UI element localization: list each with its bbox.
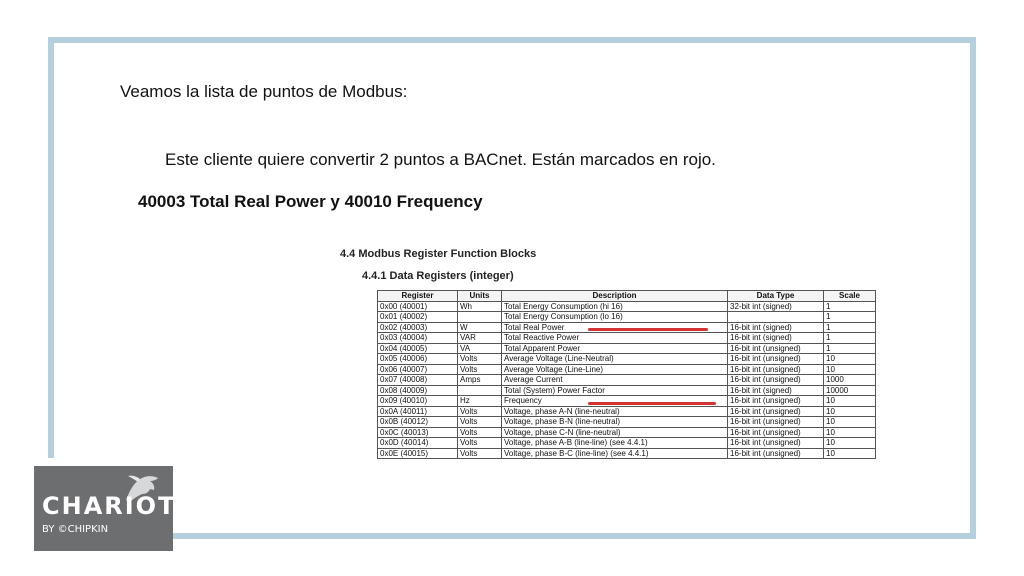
cell-register: 0x03 (40004) xyxy=(378,333,458,344)
cell-register: 0x04 (40005) xyxy=(378,343,458,354)
cell-type xyxy=(728,312,824,323)
table-row xyxy=(378,354,876,365)
cell-register: 0x09 (40010) xyxy=(378,396,458,407)
cell-scale: 10 xyxy=(824,427,876,438)
cell-units xyxy=(458,312,502,323)
cell-description: Frequency xyxy=(502,396,728,407)
table-row xyxy=(378,438,876,449)
cell-scale: 1000 xyxy=(824,375,876,386)
table-row xyxy=(378,448,876,459)
cell-register: 0x08 (40009) xyxy=(378,385,458,396)
cell-description: Voltage, phase B-N (line-neutral) xyxy=(502,417,728,428)
cell-register: 0x0C (40013) xyxy=(378,427,458,438)
cell-description: Total Reactive Power xyxy=(502,333,728,344)
cell-scale: 10 xyxy=(824,354,876,365)
cell-register: 0x0E (40015) xyxy=(378,448,458,459)
logo-wordmark: CHARIOT xyxy=(42,492,177,520)
cell-register: 0x07 (40008) xyxy=(378,375,458,386)
cell-units: VAR xyxy=(458,333,502,344)
cell-units: Wh xyxy=(458,301,502,312)
table-header-row xyxy=(378,291,876,302)
cell-units: Volts xyxy=(458,354,502,365)
table-row xyxy=(378,417,876,428)
cell-units: Volts xyxy=(458,364,502,375)
table-row xyxy=(378,364,876,375)
table-row xyxy=(378,375,876,386)
chariot-logo xyxy=(34,466,177,551)
table-row xyxy=(378,396,876,407)
cell-type: 16-bit int (unsigned) xyxy=(728,417,824,428)
table-row xyxy=(378,333,876,344)
cell-type: 32-bit int (signed) xyxy=(728,301,824,312)
cell-scale: 1 xyxy=(824,343,876,354)
table-row xyxy=(378,406,876,417)
highlight-points: 40003 Total Real Power y 40010 Frequency xyxy=(138,192,483,211)
cell-scale: 10 xyxy=(824,406,876,417)
cell-scale: 10 xyxy=(824,396,876,407)
cell-register: 0x0A (40011) xyxy=(378,406,458,417)
cell-scale: 1 xyxy=(824,312,876,323)
header-description: Description xyxy=(502,291,728,302)
cell-description: Total Apparent Power xyxy=(502,343,728,354)
cell-type: 16-bit int (unsigned) xyxy=(728,375,824,386)
cell-register: 0x00 (40001) xyxy=(378,301,458,312)
cell-type: 16-bit int (signed) xyxy=(728,333,824,344)
client-note: Este cliente quiere convertir 2 puntos a BACnet. Están marcados en rojo. xyxy=(165,150,716,169)
red-underline-mark xyxy=(588,402,716,405)
cell-units: Volts xyxy=(458,427,502,438)
cell-register: 0x0B (40012) xyxy=(378,417,458,428)
intro-text: Veamos la lista de puntos de Modbus: xyxy=(120,82,408,101)
cell-scale: 10 xyxy=(824,448,876,459)
cell-type: 16-bit int (unsigned) xyxy=(728,427,824,438)
cell-type: 16-bit int (unsigned) xyxy=(728,396,824,407)
cell-register: 0x02 (40003) xyxy=(378,322,458,333)
cell-scale: 1 xyxy=(824,333,876,344)
header-register: Register xyxy=(378,291,458,302)
cell-units: Volts xyxy=(458,406,502,417)
red-underline-mark xyxy=(588,328,708,331)
document-excerpt xyxy=(340,244,900,470)
cell-description: Voltage, phase A-N (line-neutral) xyxy=(502,406,728,417)
cell-units: Volts xyxy=(458,417,502,428)
cell-description: Voltage, phase A-B (line-line) (see 4.4.1) xyxy=(502,438,728,449)
table-row xyxy=(378,343,876,354)
cell-description: Voltage, phase B-C (line-line) (see 4.4.1) xyxy=(502,448,728,459)
header-scale: Scale xyxy=(824,291,876,302)
cell-register: 0x0D (40014) xyxy=(378,438,458,449)
cell-register: 0x06 (40007) xyxy=(378,364,458,375)
cell-type: 16-bit int (unsigned) xyxy=(728,438,824,449)
section-title: 4.4 Modbus Register Function Blocks xyxy=(340,248,537,260)
cell-description: Average Current xyxy=(502,375,728,386)
cell-scale: 10 xyxy=(824,417,876,428)
cell-type: 16-bit int (unsigned) xyxy=(728,406,824,417)
cell-scale: 1 xyxy=(824,322,876,333)
cell-description: Total Real Power xyxy=(502,322,728,333)
cell-description: Average Voltage (Line-Neutral) xyxy=(502,354,728,365)
header-data-type: Data Type xyxy=(728,291,824,302)
subsection-title: 4.4.1 Data Registers (integer) xyxy=(362,270,514,282)
cell-description: Total Energy Consumption (lo 16) xyxy=(502,312,728,323)
cell-units: Volts xyxy=(458,448,502,459)
cell-units: Volts xyxy=(458,438,502,449)
cell-type: 16-bit int (unsigned) xyxy=(728,364,824,375)
table-row xyxy=(378,427,876,438)
cell-type: 16-bit int (signed) xyxy=(728,385,824,396)
cell-units: Amps xyxy=(458,375,502,386)
cell-type: 16-bit int (unsigned) xyxy=(728,354,824,365)
cell-description: Voltage, phase C-N (line-neutral) xyxy=(502,427,728,438)
cell-type: 16-bit int (unsigned) xyxy=(728,448,824,459)
cell-register: 0x01 (40002) xyxy=(378,312,458,323)
cell-register: 0x05 (40006) xyxy=(378,354,458,365)
cell-type: 16-bit int (signed) xyxy=(728,322,824,333)
cell-units: VA xyxy=(458,343,502,354)
logo-byline: BY ©CHIPKIN xyxy=(42,524,109,535)
table-row xyxy=(378,312,876,323)
cell-description: Total (System) Power Factor xyxy=(502,385,728,396)
cell-description: Average Voltage (Line-Line) xyxy=(502,364,728,375)
cell-units xyxy=(458,385,502,396)
header-units: Units xyxy=(458,291,502,302)
table-row xyxy=(378,301,876,312)
cell-scale: 10000 xyxy=(824,385,876,396)
cell-units: W xyxy=(458,322,502,333)
cell-type: 16-bit int (unsigned) xyxy=(728,343,824,354)
cell-units: Hz xyxy=(458,396,502,407)
register-table xyxy=(377,290,876,459)
cell-scale: 10 xyxy=(824,364,876,375)
table-row xyxy=(378,385,876,396)
cell-scale: 1 xyxy=(824,301,876,312)
cell-scale: 10 xyxy=(824,438,876,449)
table-row xyxy=(378,322,876,333)
cell-description: Total Energy Consumption (hi 16) xyxy=(502,301,728,312)
